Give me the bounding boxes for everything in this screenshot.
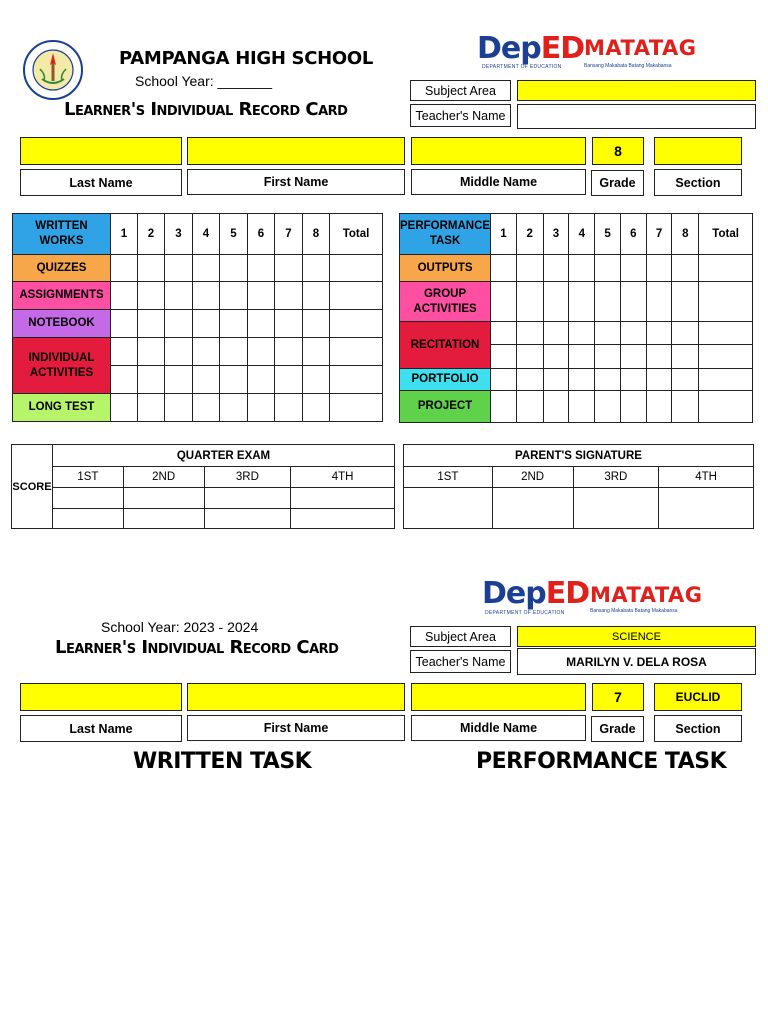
score-cell[interactable] bbox=[543, 369, 569, 391]
grade-field[interactable]: 7 bbox=[592, 683, 644, 711]
score-cell[interactable] bbox=[646, 282, 672, 322]
first-name-field[interactable] bbox=[187, 137, 405, 165]
table-row bbox=[13, 255, 383, 282]
teacher-name-field[interactable]: MARILYN V. DELA ROSA bbox=[517, 648, 756, 675]
score-label: SCORE bbox=[12, 445, 53, 529]
score-cell[interactable] bbox=[303, 255, 330, 282]
score-cell[interactable] bbox=[303, 282, 330, 310]
table-row bbox=[13, 394, 383, 422]
score-cell[interactable] bbox=[595, 345, 621, 369]
score-cell[interactable] bbox=[516, 391, 543, 423]
score-cell[interactable] bbox=[248, 394, 275, 422]
quarter-1st: 1ST bbox=[52, 467, 123, 488]
score-cell[interactable] bbox=[111, 255, 138, 282]
performance-task-table bbox=[399, 213, 753, 423]
quarter-2nd: 2ND bbox=[492, 467, 573, 488]
score-cell[interactable] bbox=[165, 282, 193, 310]
total-cell[interactable] bbox=[330, 366, 383, 394]
exam-score-cell[interactable] bbox=[291, 509, 395, 529]
table-row bbox=[400, 391, 753, 423]
score-cell[interactable] bbox=[491, 369, 517, 391]
exam-score-cell[interactable] bbox=[123, 488, 204, 509]
first-name-field[interactable] bbox=[187, 683, 405, 711]
last-name-label: Last Name bbox=[20, 169, 182, 196]
row-portfolio: PORTFOLIO bbox=[400, 369, 491, 391]
score-cell[interactable] bbox=[138, 366, 165, 394]
table-row bbox=[400, 369, 753, 391]
score-cell[interactable] bbox=[672, 322, 699, 345]
score-cell[interactable] bbox=[248, 366, 275, 394]
deped-logo: DepED bbox=[477, 31, 585, 66]
score-cell[interactable] bbox=[569, 345, 595, 369]
section-label: Section bbox=[654, 715, 742, 742]
row-assignments: ASSIGNMENTS bbox=[13, 282, 111, 310]
total-cell[interactable] bbox=[330, 255, 383, 282]
score-cell[interactable] bbox=[220, 366, 248, 394]
score-cell[interactable] bbox=[569, 322, 595, 345]
score-cell[interactable] bbox=[193, 255, 220, 282]
col-header: 7 bbox=[646, 214, 672, 255]
score-cell[interactable] bbox=[138, 310, 165, 338]
score-cell[interactable] bbox=[248, 255, 275, 282]
school-year: School Year: _______ bbox=[135, 73, 273, 89]
grade-field[interactable]: 8 bbox=[592, 137, 644, 165]
table-row bbox=[400, 282, 753, 322]
teacher-name-label: Teacher's Name bbox=[410, 104, 511, 127]
table-row bbox=[13, 282, 383, 310]
row-outputs: OUTPUTS bbox=[400, 255, 491, 282]
total-cell[interactable] bbox=[330, 394, 383, 422]
total-cell[interactable] bbox=[699, 255, 753, 282]
matatag-logo: MATATAG bbox=[590, 583, 703, 607]
score-cell[interactable] bbox=[620, 391, 646, 423]
quarter-1st: 1ST bbox=[404, 467, 493, 488]
score-cell[interactable] bbox=[646, 322, 672, 345]
score-cell[interactable] bbox=[275, 394, 303, 422]
score-cell[interactable] bbox=[491, 282, 517, 322]
total-cell[interactable] bbox=[699, 322, 753, 345]
grade-label: Grade bbox=[591, 716, 644, 742]
col-header: 2 bbox=[516, 214, 543, 255]
exam-score-cell[interactable] bbox=[52, 488, 123, 509]
score-cell[interactable] bbox=[111, 366, 138, 394]
score-cell[interactable] bbox=[620, 322, 646, 345]
score-cell[interactable] bbox=[111, 394, 138, 422]
col-header: 8 bbox=[303, 214, 330, 255]
score-cell[interactable] bbox=[646, 255, 672, 282]
table-row bbox=[400, 255, 753, 282]
col-header: 4 bbox=[193, 214, 220, 255]
score-cell[interactable] bbox=[672, 255, 699, 282]
score-cell[interactable] bbox=[620, 255, 646, 282]
score-cell[interactable] bbox=[672, 345, 699, 369]
card-title: Learner's Individual Record Card bbox=[55, 637, 339, 658]
table-row bbox=[400, 322, 753, 345]
middle-name-field[interactable] bbox=[411, 137, 586, 165]
score-cell[interactable] bbox=[165, 366, 193, 394]
first-name-label: First Name bbox=[187, 169, 405, 195]
score-cell[interactable] bbox=[193, 338, 220, 366]
score-cell[interactable] bbox=[516, 282, 543, 322]
col-header: 2 bbox=[138, 214, 165, 255]
exam-score-cell[interactable] bbox=[204, 488, 291, 509]
score-cell[interactable] bbox=[138, 338, 165, 366]
score-cell[interactable] bbox=[595, 369, 621, 391]
score-cell[interactable] bbox=[275, 366, 303, 394]
score-cell[interactable] bbox=[193, 282, 220, 310]
score-cell[interactable] bbox=[303, 394, 330, 422]
signature-cell[interactable] bbox=[404, 488, 493, 529]
col-header: 5 bbox=[220, 214, 248, 255]
signature-cell[interactable] bbox=[659, 488, 754, 529]
score-cell[interactable] bbox=[569, 255, 595, 282]
score-cell[interactable] bbox=[138, 282, 165, 310]
score-cell[interactable] bbox=[220, 310, 248, 338]
score-cell[interactable] bbox=[138, 255, 165, 282]
last-name-label: Last Name bbox=[20, 715, 182, 742]
total-cell[interactable] bbox=[699, 282, 753, 322]
score-cell[interactable] bbox=[516, 255, 543, 282]
score-cell[interactable] bbox=[193, 394, 220, 422]
quarter-3rd: 3RD bbox=[573, 467, 659, 488]
score-cell[interactable] bbox=[111, 338, 138, 366]
quarter-2nd: 2ND bbox=[123, 467, 204, 488]
quarter-exam-table bbox=[11, 444, 395, 529]
score-cell[interactable] bbox=[220, 394, 248, 422]
score-cell[interactable] bbox=[303, 310, 330, 338]
col-header: 4 bbox=[569, 214, 595, 255]
row-recitation: RECITATION bbox=[400, 322, 491, 369]
score-cell[interactable] bbox=[569, 369, 595, 391]
total-cell[interactable] bbox=[330, 282, 383, 310]
score-cell[interactable] bbox=[248, 338, 275, 366]
last-name-field[interactable] bbox=[20, 137, 182, 165]
table-row bbox=[13, 338, 383, 366]
score-cell[interactable] bbox=[672, 369, 699, 391]
score-cell[interactable] bbox=[672, 391, 699, 423]
score-cell[interactable] bbox=[543, 282, 569, 322]
subject-area-label: Subject Area bbox=[410, 80, 511, 101]
total-cell[interactable] bbox=[330, 338, 383, 366]
score-cell[interactable] bbox=[595, 391, 621, 423]
col-header: 6 bbox=[620, 214, 646, 255]
written-task-heading: WRITTEN TASK bbox=[133, 749, 312, 774]
col-header: Total bbox=[699, 214, 753, 255]
middle-name-label: Middle Name bbox=[411, 715, 586, 741]
score-cell[interactable] bbox=[672, 282, 699, 322]
score-cell[interactable] bbox=[248, 282, 275, 310]
row-project: PROJECT bbox=[400, 391, 491, 423]
score-cell[interactable] bbox=[516, 322, 543, 345]
grade-label: Grade bbox=[591, 170, 644, 196]
parents-signature-header: PARENT'S SIGNATURE bbox=[404, 445, 754, 467]
col-header: 3 bbox=[543, 214, 569, 255]
score-cell[interactable] bbox=[595, 255, 621, 282]
score-cell[interactable] bbox=[303, 366, 330, 394]
score-cell[interactable] bbox=[491, 322, 517, 345]
exam-score-cell[interactable] bbox=[204, 509, 291, 529]
table-row bbox=[12, 488, 395, 509]
score-cell[interactable] bbox=[620, 369, 646, 391]
teacher-name-label: Teacher's Name bbox=[410, 650, 511, 673]
quarter-4th: 4TH bbox=[659, 467, 754, 488]
col-header: 1 bbox=[111, 214, 138, 255]
signature-cell[interactable] bbox=[492, 488, 573, 529]
section-label: Section bbox=[654, 169, 742, 196]
deped-logo: DepED bbox=[482, 576, 590, 611]
table-row bbox=[13, 310, 383, 338]
row-notebook: NOTEBOOK bbox=[13, 310, 111, 338]
score-cell[interactable] bbox=[275, 310, 303, 338]
score-cell[interactable] bbox=[543, 391, 569, 423]
written-works-table bbox=[12, 213, 383, 422]
matatag-logo: MATATAG bbox=[584, 36, 697, 60]
quarter-4th: 4TH bbox=[291, 467, 395, 488]
score-cell[interactable] bbox=[595, 322, 621, 345]
score-cell[interactable] bbox=[516, 369, 543, 391]
col-header: 3 bbox=[165, 214, 193, 255]
col-header: Total bbox=[330, 214, 383, 255]
first-name-label: First Name bbox=[187, 715, 405, 741]
performance-task-header: PERFORMANCE TASK bbox=[400, 214, 491, 255]
col-header: 1 bbox=[491, 214, 517, 255]
exam-score-cell[interactable] bbox=[123, 509, 204, 529]
score-cell[interactable] bbox=[491, 345, 517, 369]
subject-area-label: Subject Area bbox=[410, 626, 511, 647]
score-cell[interactable] bbox=[516, 345, 543, 369]
row-quizzes: QUIZZES bbox=[13, 255, 111, 282]
score-cell[interactable] bbox=[165, 255, 193, 282]
score-cell[interactable] bbox=[620, 345, 646, 369]
matatag-subtitle: Bansang Makabata Batang Makabansa bbox=[590, 608, 678, 614]
score-cell[interactable] bbox=[275, 338, 303, 366]
score-cell[interactable] bbox=[248, 310, 275, 338]
matatag-subtitle: Bansang Makabata Batang Makabansa bbox=[584, 63, 672, 69]
table-row bbox=[404, 488, 754, 529]
score-cell[interactable] bbox=[165, 394, 193, 422]
row-individual-activities: INDIVIDUAL ACTIVITIES bbox=[13, 338, 111, 394]
middle-name-field[interactable] bbox=[411, 683, 586, 711]
quarter-3rd: 3RD bbox=[204, 467, 291, 488]
score-cell[interactable] bbox=[646, 369, 672, 391]
performance-task-heading: PERFORMANCE TASK bbox=[476, 749, 727, 774]
total-cell[interactable] bbox=[699, 345, 753, 369]
deped-logo-subtitle: DEPARTMENT OF EDUCATION bbox=[485, 610, 565, 616]
score-cell[interactable] bbox=[111, 310, 138, 338]
score-cell[interactable] bbox=[138, 394, 165, 422]
score-cell[interactable] bbox=[620, 282, 646, 322]
score-cell[interactable] bbox=[646, 345, 672, 369]
deped-logo-subtitle: DEPARTMENT OF EDUCATION bbox=[482, 64, 562, 70]
last-name-field[interactable] bbox=[20, 683, 182, 711]
score-cell[interactable] bbox=[111, 282, 138, 310]
score-cell[interactable] bbox=[543, 322, 569, 345]
score-cell[interactable] bbox=[303, 338, 330, 366]
total-cell[interactable] bbox=[330, 310, 383, 338]
parents-signature-table bbox=[403, 444, 754, 529]
col-header: 5 bbox=[595, 214, 621, 255]
school-name: PAMPANGA HIGH SCHOOL bbox=[119, 48, 374, 69]
score-cell[interactable] bbox=[165, 310, 193, 338]
total-cell[interactable] bbox=[699, 369, 753, 391]
score-cell[interactable] bbox=[193, 310, 220, 338]
subject-area-field[interactable] bbox=[517, 80, 756, 101]
row-group-activities: GROUP ACTIVITIES bbox=[400, 282, 491, 322]
score-cell[interactable] bbox=[491, 391, 517, 423]
score-cell[interactable] bbox=[646, 391, 672, 423]
score-cell[interactable] bbox=[220, 338, 248, 366]
exam-score-cell[interactable] bbox=[52, 509, 123, 529]
total-cell[interactable] bbox=[699, 391, 753, 423]
score-cell[interactable] bbox=[275, 282, 303, 310]
col-header: 7 bbox=[275, 214, 303, 255]
score-cell[interactable] bbox=[220, 255, 248, 282]
subject-area-field[interactable]: SCIENCE bbox=[517, 626, 756, 647]
score-cell[interactable] bbox=[165, 338, 193, 366]
middle-name-label: Middle Name bbox=[411, 169, 586, 195]
score-cell[interactable] bbox=[569, 282, 595, 322]
exam-score-cell[interactable] bbox=[291, 488, 395, 509]
quarter-exam-header: QUARTER EXAM bbox=[52, 445, 394, 467]
score-cell[interactable] bbox=[193, 366, 220, 394]
card-title: Learner's Individual Record Card bbox=[64, 99, 348, 120]
section-field[interactable]: EUCLID bbox=[654, 683, 742, 711]
col-header: 8 bbox=[672, 214, 699, 255]
score-cell[interactable] bbox=[595, 282, 621, 322]
score-cell[interactable] bbox=[275, 255, 303, 282]
score-cell[interactable] bbox=[491, 255, 517, 282]
written-works-header: WRITTEN WORKS bbox=[13, 214, 111, 255]
score-cell[interactable] bbox=[220, 282, 248, 310]
col-header: 6 bbox=[248, 214, 275, 255]
score-cell[interactable] bbox=[569, 391, 595, 423]
table-row bbox=[12, 509, 395, 529]
teacher-name-field[interactable] bbox=[517, 104, 756, 129]
school-year: School Year: 2023 - 2024 bbox=[101, 619, 259, 635]
school-seal-icon bbox=[22, 39, 84, 101]
signature-cell[interactable] bbox=[573, 488, 659, 529]
section-field[interactable] bbox=[654, 137, 742, 165]
row-long-test: LONG TEST bbox=[13, 394, 111, 422]
score-cell[interactable] bbox=[543, 255, 569, 282]
score-cell[interactable] bbox=[543, 345, 569, 369]
